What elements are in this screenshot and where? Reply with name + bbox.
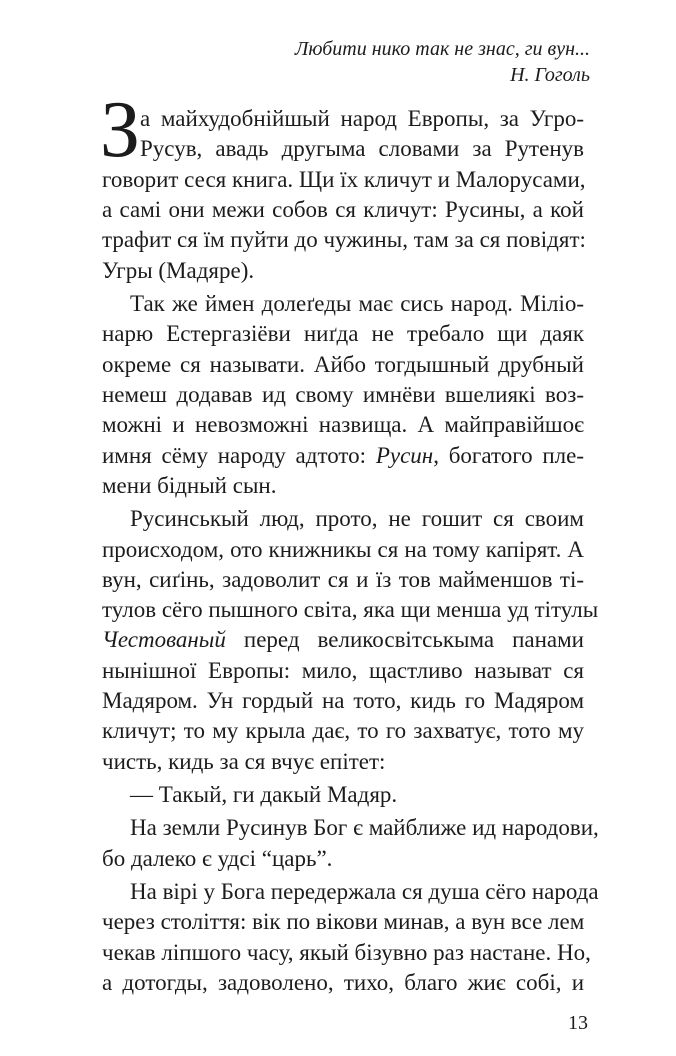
text-line: а дотогды, задоволено, тихо, благо жиє собі, и <box>102 970 584 995</box>
text-line: Русинськый люд, прото, не гошит ся своим <box>130 506 584 531</box>
text-line: На вірі у Бога передержала ся душа сёго народа <box>130 879 599 904</box>
text-line: можні и невозможні назвища. А майправійшоє <box>102 412 584 437</box>
text-line: вун, сиґінь, задоволит ся и їз тов майменшов ті- <box>102 567 584 592</box>
epigraph <box>295 36 590 88</box>
text-line: окреме ся называти. Айбо тогдышный друбный <box>102 352 584 377</box>
text-line: а майхудобнійшый народ Европы, за Угро- <box>140 106 584 131</box>
text-line <box>102 625 584 655</box>
drop-cap: З <box>100 86 141 174</box>
text-line: говорит сеся книга. Щи їх кличут и Малорусами, <box>102 167 586 192</box>
epigraph-quote: Любити нико так не знас, ги вун... <box>294 38 590 60</box>
text-line: немеш додавав ид свому имнёви вшелиякі воз- <box>102 382 584 407</box>
text-line: чисть, кидь за ся вчує епітет: <box>102 749 386 774</box>
text-line: трафит ся їм пуйти до чужины, там за ся повідят: <box>102 227 586 252</box>
text-line: нынішної Европы: мило, щастливо называт ся <box>102 658 584 683</box>
text-line: Угры (Мадяре). <box>102 258 255 283</box>
text-line: Так же ймен долеґеды має сись народ. Міліо- <box>130 291 584 316</box>
text-line: чекав ліпшого часу, якый бізувно раз настане. Но, <box>102 940 591 965</box>
text-line: происходом, ото книжникы ся на тому капірят. А <box>102 537 584 562</box>
text-segment: перед великосвітськыма панами <box>225 627 584 652</box>
epigraph-author: Н. Гоголь <box>510 64 590 86</box>
text-line: Мадяром. Ун гордый на тото, кидь го Мадяром <box>102 688 584 713</box>
text-line <box>102 441 584 471</box>
italic-word: Русин <box>375 443 434 468</box>
dialogue-line: — Такый, ги дакый Мадяр. <box>130 782 398 807</box>
text-line: мени бідный сын. <box>102 473 277 498</box>
text-line: через століття: вік по вікови минав, а вун все лем <box>102 909 585 934</box>
text-segment: имня сёму народу адтото: <box>102 443 367 468</box>
text-line: На земли Русинув Бог є майближе ид народови, <box>130 815 599 840</box>
page-number: 13 <box>568 1012 588 1034</box>
italic-word: Честованый <box>102 627 226 652</box>
text-segment: , богатого пле- <box>433 443 585 468</box>
text-line: а самі они межи собов ся кличут: Русины, а кой <box>102 197 584 222</box>
text-line: тулов сёго пышного світа, яка щи менша уд тітулы <box>102 597 599 622</box>
text-line: кличут; то му крыла дає, то го захватує, тото му <box>102 718 584 743</box>
text-line: Русув, авадь другыма словами за Рутенув <box>140 136 584 161</box>
text-line: бо далеко є удсі “царь”. <box>102 846 333 871</box>
text-line: нарю Естергазіёви ниґда не требало щи даяк <box>102 321 584 346</box>
